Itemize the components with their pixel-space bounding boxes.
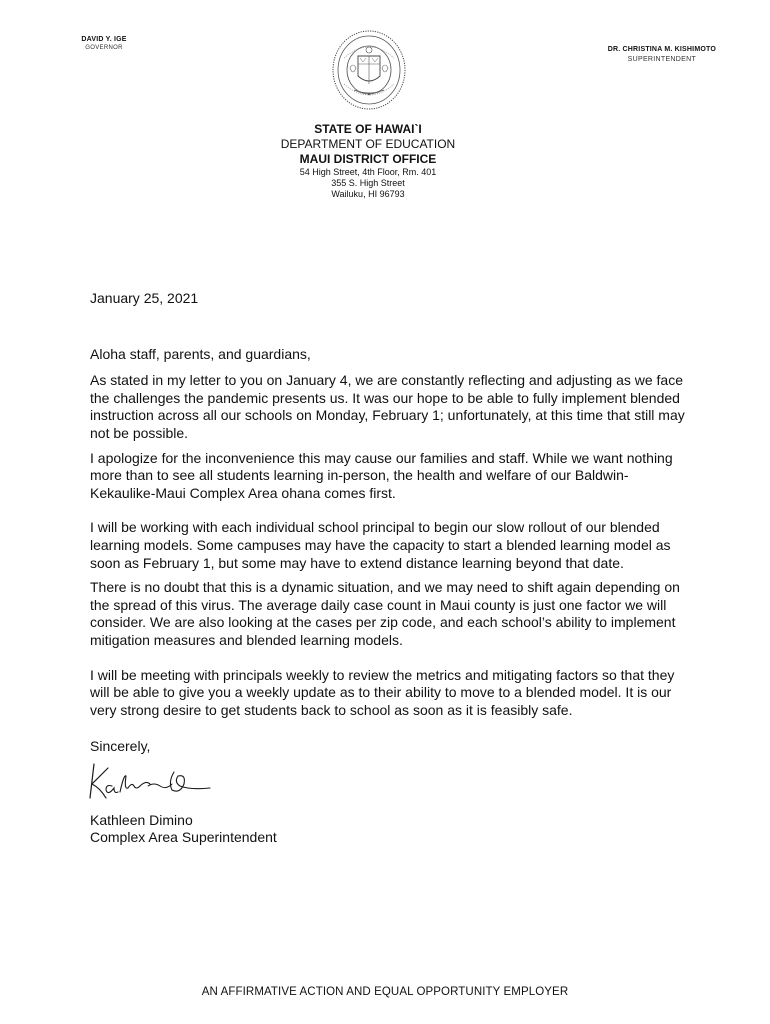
address-line-3: Wailuku, HI 96793 [331,189,405,199]
governor-name: DAVID Y. IGE [81,36,127,43]
address-line-2: 355 S. High Street [331,178,405,188]
letter-paragraph: I will be meeting with principals weekly to review the metrics and mitigating factors so that they will be able to give you a weekly update as to their ability to move to a blended model. It is our very strong desire to get students back to school as soon as it is feasibly safe. [90,666,675,718]
address-line-1: 54 High Street, 4th Floor, Rm. 401 [299,167,437,177]
handwritten-signature [86,758,216,802]
signer-name: Kathleen Dimino [90,811,193,828]
letter-paragraph: I apologize for the inconvenience this may cause our families and staff. While we want nothing more than to see all students learning in-person, the health and welfare of our Baldwin-Kekaulike-Maui Complex Area ohana comes first. [90,449,673,501]
letter-paragraph: There is no doubt that this is a dynamic situation, and we may need to shift again depending on the spread of this virus. The average daily case count in Maui county is just one factor we will consider. We are also looking at the cases per zip code, and each school’s ability to implement mitigation measures and blended learning models. [90,579,680,648]
state-seal-icon [330,28,408,112]
signer-title: Complex Area Superintendent [90,829,277,846]
department-name: DEPARTMENT OF EDUCATION [280,137,456,151]
letter-date: January 25, 2021 [90,290,199,306]
governor-title: GOVERNOR [85,45,123,51]
superintendent-block [608,45,716,65]
governor-block [74,35,134,53]
district-office-name: MAUI DISTRICT OFFICE [299,152,437,166]
state-name: STATE OF HAWAI`I [314,122,422,136]
letter-salutation: Aloha staff, parents, and guardians, [90,345,311,362]
footer-statement: AN AFFIRMATIVE ACTION AND EQUAL OPPORTUNITY EMPLOYER [201,986,569,998]
letter-closing: Sincerely, [90,738,151,755]
superintendent-name: DR. CHRISTINA M. KISHIMOTO [607,46,716,53]
letter-paragraph: As stated in my letter to you on January 4, we are constantly reflecting and adjusting as we face the challenges the pandemic presents us. It was our hope to be able to fully implement blended instruction across all our schools on Monday, February 1; unfortunately, at this time that still may not be possible. [90,372,685,441]
superintendent-title: SUPERINTENDENT [627,56,697,63]
letter-body [90,290,690,847]
letter-paragraph: I will be working with each individual school principal to begin our slow rollout of our blended learning models. Some campuses may have the capacity to start a blended learning model as soon as February 1, but some may have to extend distance learning beyond that date. [90,519,671,571]
office-header [0,122,736,200]
